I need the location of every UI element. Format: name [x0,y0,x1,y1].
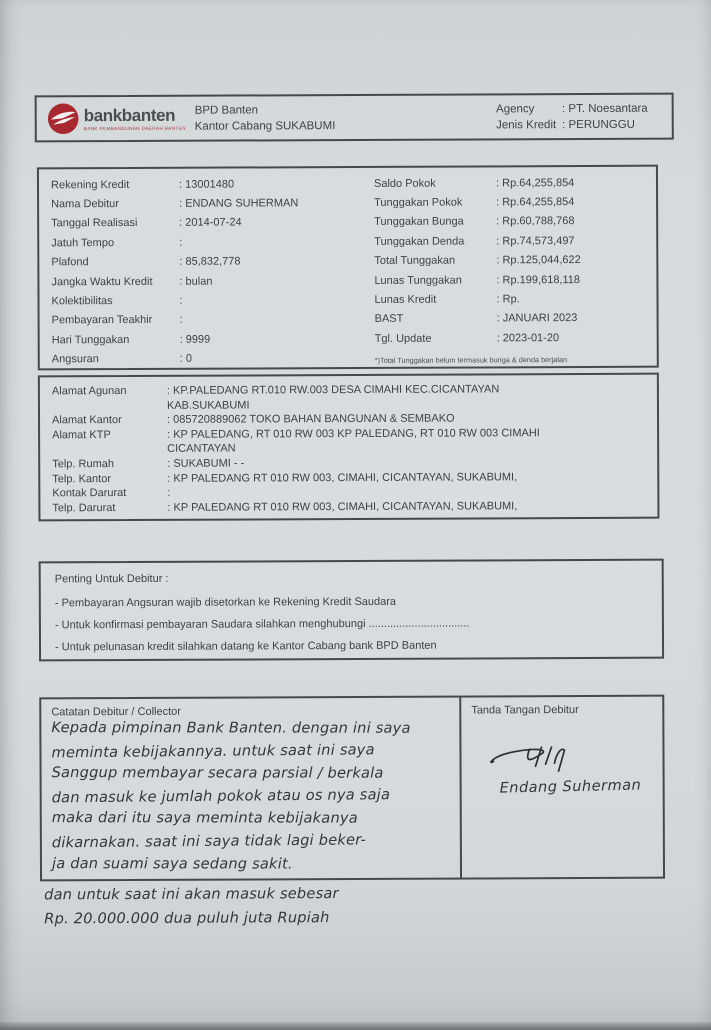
handwritten-note-line: maka dari itu saya meminta kebijakanya [51,809,358,828]
field-row: Tunggakan Pokok : Rp.64,255,854 [374,196,575,209]
address-box [38,373,660,522]
field-row: Jatuh Tempo : [51,236,183,250]
address-row: Telp. Kantor : KP PALEDANG RT 010 RW 003, CIMAHI, CICANTAYAN, SUKABUMI, [52,470,518,485]
signature-title: Tanda Tangan Debitur [471,704,579,717]
logo-wordmark: bankbanten [83,105,176,126]
agency-value: : PT. Noesantara [561,102,648,115]
field-row: Kolektibilitas : [51,294,183,308]
agency-label: Agency [495,102,535,115]
notice-item: - Pembayaran Angsuran wajib disetorkan ke Rekening Kredit Saudara [54,595,397,610]
agency-row [496,100,648,117]
notes-title: Catatan Debitur / Collector [51,705,181,719]
debtor-notes-cell [41,698,462,880]
field-row: Saldo Pokok : Rp.64,255,854 [373,176,575,190]
bank-name: BPD Banten [194,103,259,117]
field-row: BAST : JANUARI 2023 [374,312,578,326]
field-row: Hari Tunggakan : 9999 [51,333,211,347]
field-row: Tunggakan Denda : Rp.74,573,497 [374,234,575,248]
address-row: Alamat KTP : KP PALEDANG, RT 010 RW 003 KP PALEDANG, RT 010 RW 003 CIMAHI CICANTAYAN [52,426,540,456]
field-row: Tanggal Realisasi : 2014-07-24 [51,216,242,230]
account-left-column [51,174,352,369]
notice-title: Penting Untuk Debitur : [54,572,169,586]
field-row: Tgl. Update : 2023-01-20 [374,331,560,345]
handwritten-note-line: ja dan suami saya sedang sakit. [51,854,293,873]
handwritten-note-line: Sanggup membayar secara parsial / berkala [51,764,384,782]
collector-notes-box [39,695,665,882]
credit-type-label: Jenis Kredit [496,118,557,131]
field-row: Lunas Tunggakan : Rp.199,618,118 [374,273,581,287]
bankbanten-logo [47,102,195,136]
handwritten-note-line: Rp. 20.000.000 dua puluh juta Rupiah [44,909,330,928]
account-right-column [374,173,655,349]
field-row: Total Tunggakan : Rp.125,044,622 [374,254,581,268]
debtor-signature [485,739,615,784]
credit-type-value: : PERUNGGU [562,118,635,131]
address-row: Alamat Agunan : KP.PALEDANG RT.010 RW.003 DESA CIMAHI KEC.CICANTAYAN KAB.SUKABUMI [51,383,500,412]
handwritten-note-line: Kepada pimpinan Bank Banten. dengan ini saya [51,719,411,737]
handwritten-note-line: dikarnakan. saat ini saya tidak lagi beker- [51,831,367,852]
signature-name: Endang Suherman [499,777,642,797]
logo-tagline: BANK PEMBANGUNAN DAERAH BANTEN [83,125,186,132]
field-row: Angsuran : 0 [51,352,193,366]
signature-cell [461,697,663,878]
overflow-notes [44,882,339,931]
handwritten-note-line: dan masuk ke jumlah pokok atau os nya saja [51,785,391,807]
field-row: Pembayaran Teakhir : [51,314,183,327]
field-row: Nama Debitur : ENDANG SUHERMAN [51,197,299,211]
header-box [35,93,674,143]
field-row: Tunggakan Bunga : Rp.60,788,768 [374,215,575,229]
branch-name: Kantor Cabang SUKABUMI [194,119,336,133]
address-row: Telp. Darurat : KP PALEDANG RT 010 RW 003, CIMAHI, CICANTAYAN, SUKABUMI, [52,500,518,515]
address-row: Telp. Rumah : SUKABUMI - - [52,457,245,471]
notice-item: - Untuk pelunasan kredit silahkan datang ke Kantor Cabang bank BPD Banten [54,639,437,654]
arrears-footnote: *)Total Tunggakan belum termasuk bunga & denda berjalan [374,355,568,365]
debtor-notice-box [39,559,664,662]
handwritten-note-line: dan untuk saat ini akan masuk sebesar [44,885,339,904]
bankbanten-logo-icon [47,102,80,135]
credit-type-row [496,116,648,133]
field-row: Jangka Waktu Kredit : bulan [51,275,213,288]
field-row: Rekening Kredit : 13001480 [50,178,235,192]
field-row: Lunas Kredit : Rp. [374,293,520,306]
field-row: Plafond : 85,832,778 [51,255,241,269]
address-row: Alamat Kantor : 085720889062 TOKO BAHAN BANGUNAN & SEMBAKO [52,412,455,427]
account-details-box [37,165,659,371]
handwritten-note-line: meminta kebijakannya. untuk saat ini saya [51,740,375,761]
address-row: Kontak Darurat : [52,486,171,500]
notice-item: - Untuk konfirmasi pembayaran Saudara silahkan menghubungi ................................. [54,617,470,632]
